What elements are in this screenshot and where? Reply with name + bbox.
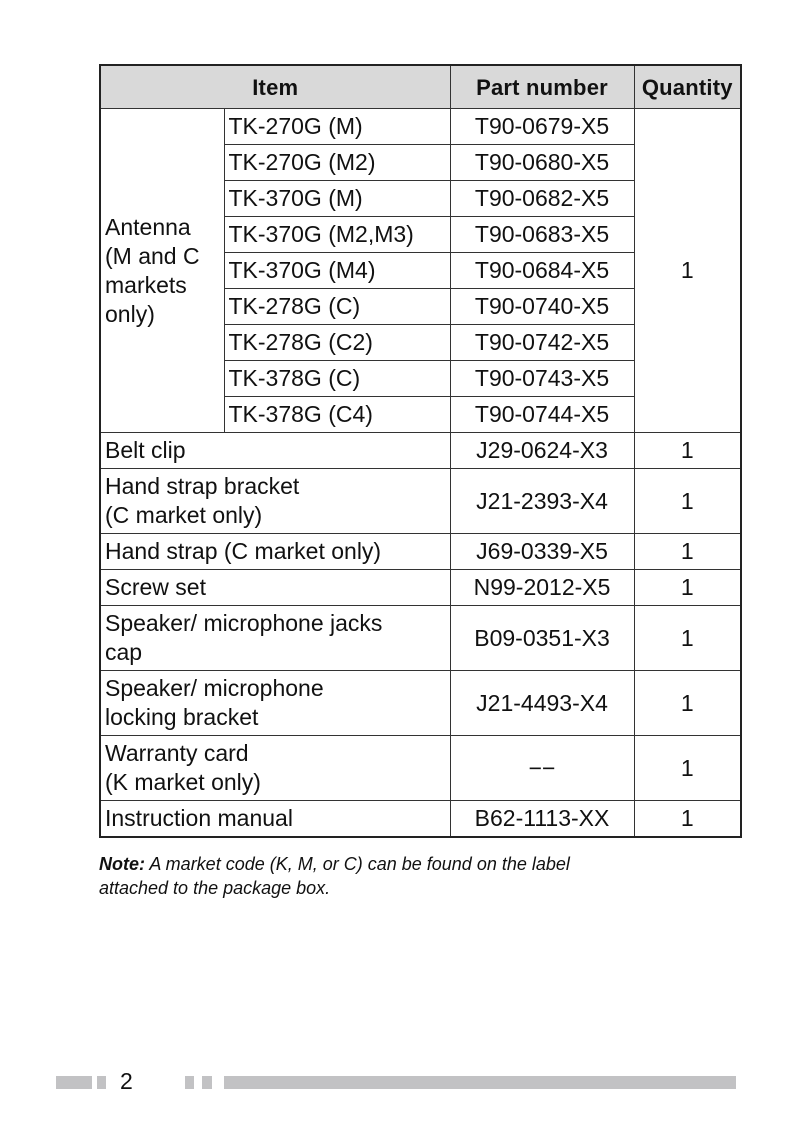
item-name-line: (C market only) (105, 502, 263, 528)
table-row (100, 570, 741, 606)
footer-bar-left-small (97, 1076, 106, 1089)
item-name (100, 606, 450, 671)
item-name-line: Speaker/ microphone jacks (105, 610, 383, 636)
antenna-row (100, 109, 741, 145)
note-label: Note: (99, 854, 145, 874)
note-text-line1: A market code (K, M, or C) can be found on the label (149, 854, 570, 874)
antenna-model: TK-270G (M2) (224, 145, 450, 181)
table-body (100, 109, 741, 838)
footer-bar-right-small-1 (185, 1076, 194, 1089)
part-number-cell: T90-0684-X5 (450, 253, 634, 289)
part-number-cell: B09-0351-X3 (450, 606, 634, 671)
part-number-cell: T90-0679-X5 (450, 109, 634, 145)
item-name (100, 736, 450, 801)
table-row (100, 606, 741, 671)
table-row (100, 469, 741, 534)
item-name (100, 671, 450, 736)
antenna-model: TK-270G (M) (224, 109, 450, 145)
table-header-row (100, 65, 741, 109)
part-number-cell: J21-2393-X4 (450, 469, 634, 534)
item-name-line: Belt clip (105, 437, 186, 463)
item-name-line: Hand strap bracket (105, 473, 300, 499)
quantity-cell: 1 (634, 671, 741, 736)
quantity-cell: 1 (634, 469, 741, 534)
antenna-model: TK-278G (C) (224, 289, 450, 325)
antenna-model: TK-278G (C2) (224, 325, 450, 361)
item-name (100, 433, 450, 469)
part-number-cell: J29-0624-X3 (450, 433, 634, 469)
header-quantity: Quantity (634, 65, 741, 109)
part-number-cell: T90-0740-X5 (450, 289, 634, 325)
quantity-cell: 1 (634, 736, 741, 801)
note-text-line2: attached to the package box. (99, 878, 331, 898)
footer-bar-right-small-2 (202, 1076, 212, 1089)
table-row (100, 671, 741, 736)
header-item: Item (100, 65, 450, 109)
item-name-line: Instruction manual (105, 805, 293, 831)
accessories-table (99, 64, 742, 838)
item-name-line: cap (105, 639, 143, 665)
quantity-cell: 1 (634, 534, 741, 570)
antenna-model: TK-378G (C4) (224, 397, 450, 433)
antenna-label-line: Antenna (105, 213, 191, 240)
item-name-line: Speaker/ microphone (105, 675, 324, 701)
item-name-line: Screw set (105, 574, 206, 600)
part-number-cell: T90-0683-X5 (450, 217, 634, 253)
antenna-model: TK-370G (M2,M3) (224, 217, 450, 253)
item-name (100, 570, 450, 606)
part-number-cell: T90-0680-X5 (450, 145, 634, 181)
quantity-cell: 1 (634, 801, 741, 838)
antenna-label-line: markets (105, 271, 187, 298)
antenna-model: TK-378G (C) (224, 361, 450, 397)
header-part-number: Part number (450, 65, 634, 109)
antenna-model: TK-370G (M) (224, 181, 450, 217)
part-number-cell: J21-4493-X4 (450, 671, 634, 736)
item-name (100, 534, 450, 570)
table-row (100, 736, 741, 801)
item-name-line: (K market only) (105, 769, 261, 795)
quantity-cell: 1 (634, 606, 741, 671)
item-name-line: Warranty card (105, 740, 249, 766)
antenna-group-label (100, 109, 224, 433)
footer-bar-left (56, 1076, 92, 1089)
antenna-label-line: only) (105, 300, 155, 327)
table-row (100, 433, 741, 469)
part-number-cell: J69-0339-X5 (450, 534, 634, 570)
part-number-cell: −− (450, 736, 634, 801)
note (99, 852, 699, 900)
part-number-cell: N99-2012-X5 (450, 570, 634, 606)
part-number-cell: T90-0744-X5 (450, 397, 634, 433)
item-name-line: locking bracket (105, 704, 259, 730)
antenna-label-line: (M and C (105, 242, 200, 269)
item-name (100, 469, 450, 534)
item-name-line: Hand strap (C market only) (105, 538, 382, 564)
antenna-quantity: 1 (634, 109, 741, 433)
antenna-model: TK-370G (M4) (224, 253, 450, 289)
footer-bar-right (224, 1076, 736, 1089)
item-name (100, 801, 450, 838)
part-number-cell: T90-0742-X5 (450, 325, 634, 361)
table-row (100, 534, 741, 570)
table-row (100, 801, 741, 838)
part-number-cell: T90-0743-X5 (450, 361, 634, 397)
quantity-cell: 1 (634, 570, 741, 606)
part-number-cell: T90-0682-X5 (450, 181, 634, 217)
page-number: 2 (120, 1068, 133, 1094)
quantity-cell: 1 (634, 433, 741, 469)
part-number-cell: B62-1113-XX (450, 801, 634, 838)
